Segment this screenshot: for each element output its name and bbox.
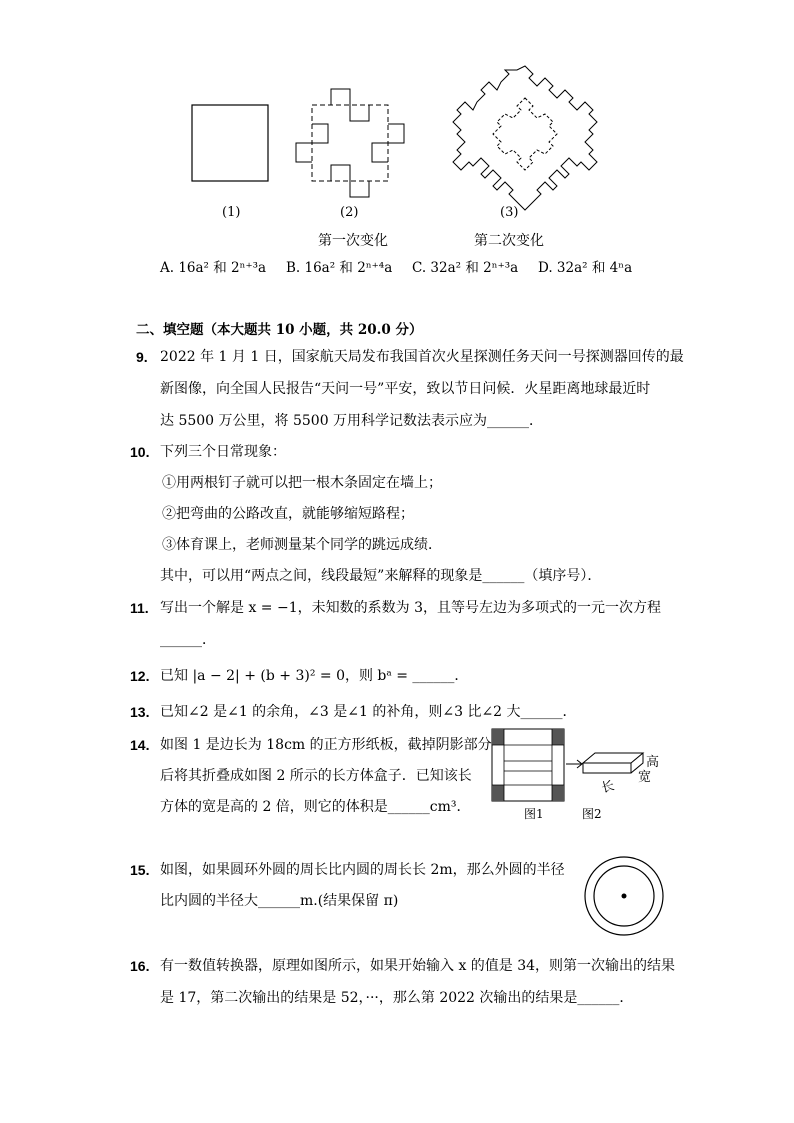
q14-number: 14. xyxy=(130,737,150,753)
box-width-label: 宽 xyxy=(638,770,652,785)
q14-figure-2-box xyxy=(582,750,646,778)
figure-2-first-change xyxy=(292,85,410,203)
q11-number: 11. xyxy=(130,600,149,616)
q13-number: 13. xyxy=(130,704,150,720)
q14-figure-2-label: 图2 xyxy=(582,807,602,821)
q16-number: 16. xyxy=(130,958,150,974)
q15-line-2: 比内圆的半径大______m.(结果保留 π) xyxy=(160,893,399,909)
option-a: A. 16a² 和 2ⁿ⁺³a xyxy=(160,260,267,276)
figure-3-second-change xyxy=(445,58,605,218)
q10-number: 10. xyxy=(130,444,150,460)
q10-line-1: 下列三个日常现象： xyxy=(160,444,286,460)
q10-line-5: 其中，可以用“两点之间，线段最短”来解释的现象是______（填序号）． xyxy=(160,568,602,584)
box-length-label: 长 xyxy=(599,778,617,797)
q9-line-2: 新图像，向全国人民报告“天问一号”平安，致以节日问候．火星距离地球最近时 xyxy=(160,381,651,397)
q13-text: 已知∠2 是∠1 的余角，∠3 是∠1 的补角，则∠3 比∠2 大______． xyxy=(160,704,577,720)
figure-label-1: (1) xyxy=(222,205,241,220)
q10-item-1: ①用两根钉子就可以把一根木条固定在墙上； xyxy=(162,475,442,491)
option-b: B. 16a² 和 2ⁿ⁺⁴a xyxy=(286,260,393,276)
q16-line-2: 是 17，第二次输出的结果是 52，···，那么第 2022 次输出的结果是______． xyxy=(160,990,634,1006)
q12-text: 已知 |a − 2| + (b + 3)² = 0，则 bᵃ = ______． xyxy=(160,668,469,684)
q14-figure-1-label: 图1 xyxy=(524,807,544,821)
box-height-label: 高 xyxy=(646,755,660,770)
q14-line-2: 后将其折叠成如图 2 所示的长方体盒子．已知该长 xyxy=(160,768,472,784)
option-c: C. 32a² 和 2ⁿ⁺³a xyxy=(412,260,519,276)
section-heading: 二、填空题（本大题共 10 小题，共 20.0 分） xyxy=(136,322,423,338)
q11-line-1: 写出一个解是 x = −1，未知数的系数为 3，且等号左边为多项式的一元一次方程 xyxy=(160,600,661,616)
caption-second-change: 第二次变化 xyxy=(474,233,544,249)
q14-line-3: 方体的宽是高的 2 倍，则它的体积是______cm³． xyxy=(160,799,471,815)
figure-1-square xyxy=(190,103,272,185)
q15-line-1: 如图，如果圆环外圆的周长比内圆的周长长 2m，那么外圆的半径 xyxy=(160,862,565,878)
q14-figure-1-square-board xyxy=(491,728,565,802)
caption-first-change: 第一次变化 xyxy=(318,233,388,249)
q12-number: 12. xyxy=(130,668,150,684)
q11-line-2: ______． xyxy=(160,632,216,648)
q16-line-1: 有一数值转换器，原理如图所示，如果开始输入 x 的值是 34，则第一次输出的结果 xyxy=(160,958,676,974)
q9-number: 9. xyxy=(136,349,148,365)
q15-number: 15. xyxy=(130,862,150,878)
q9-line-3: 达 5500 万公里，将 5500 万用科学记数法表示应为______． xyxy=(160,413,544,429)
q9-line-1: 2022 年 1 月 1 日，国家航天局发布我国首次火星探测任务天问一号探测器回传的最 xyxy=(160,349,684,365)
figure-label-2: (2) xyxy=(340,205,359,220)
q15-ring-figure xyxy=(582,854,666,938)
q10-item-3: ③体育课上，老师测量某个同学的跳远成绩． xyxy=(162,537,442,553)
q14-line-1: 如图 1 是边长为 18cm 的正方形纸板，截掉阴影部分 xyxy=(160,737,492,753)
q10-item-2: ②把弯曲的公路改直，就能够缩短路程； xyxy=(162,506,414,522)
figure-label-3: (3) xyxy=(500,205,519,220)
option-d: D. 32a² 和 4ⁿa xyxy=(538,260,633,276)
